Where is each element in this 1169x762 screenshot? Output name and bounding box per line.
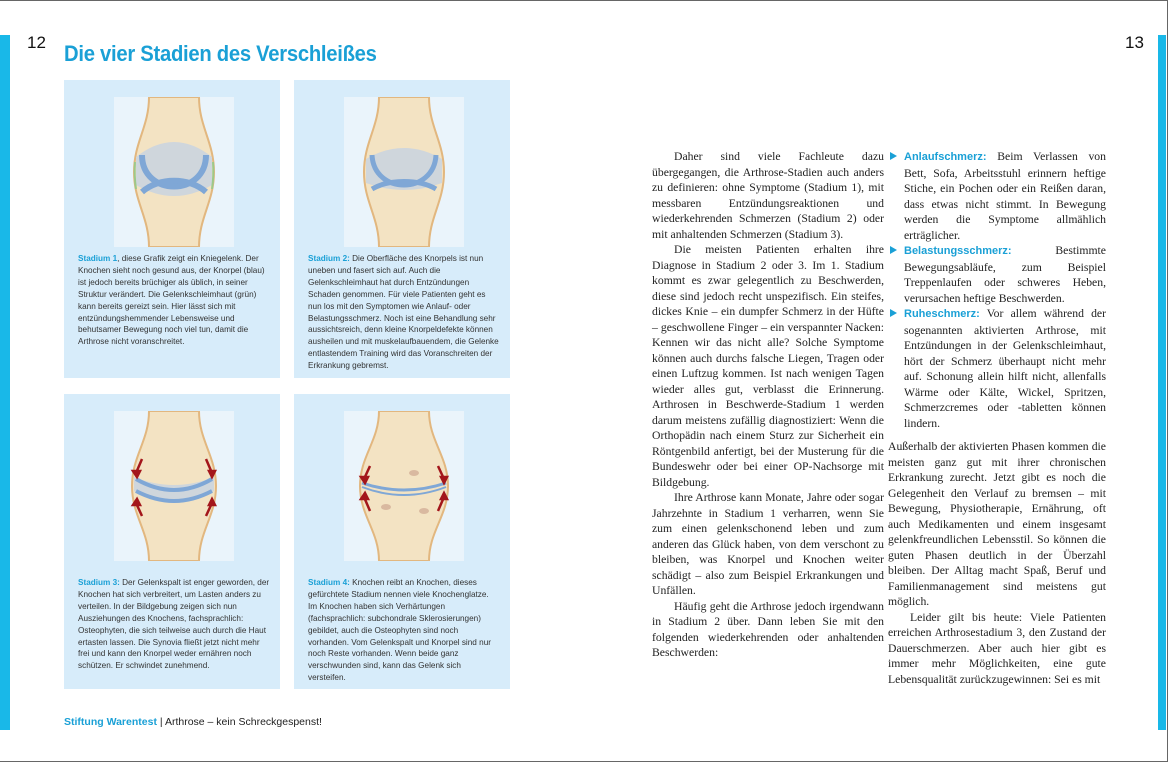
triangle-bullet-icon	[890, 246, 897, 254]
stage-sep: ,	[117, 254, 122, 263]
stage-text: Knochen reibt an Knochen, dieses gefürchtete Stadium nennen viele Knochenglatze. Im Knochen haben sich Verhärtungen (fachsprachlich: subchondrale Sklerosierungen) gebildet, auch die Osteophyten sind noch vorhanden. Vom Gelenkspalt und Knorpel sind nur noch Reste vorhanden. Wenn beide ganz verschwunden sind, kann das Gelenk sich versteifen.	[308, 578, 491, 683]
knee-joint-illustration-stage-1	[114, 97, 234, 247]
stage-label: Stadium 4:	[308, 578, 350, 587]
stage-box-1	[64, 80, 280, 378]
stage-box-4	[294, 394, 510, 689]
joint-graphic	[344, 411, 464, 561]
bullet-text: Bestimmte Bewegungsabläufe, zum Beispiel Treppenlaufen oder schweres Heben, verursachen heftige Beschwerden.	[904, 244, 1106, 305]
bullet-term: Ruheschmerz:	[904, 308, 980, 320]
page-number-left: 12	[27, 33, 46, 52]
page-number-right: 13	[1125, 33, 1144, 52]
stage-text: Der Gelenkspalt ist enger geworden, der Knochen hat sich verbreitert, um Lasten anders zu verteilen. In der Bildgebung zeigen sich nun Ausziehungen des Knochens, fachsprachlich: Osteophyten, die sich teilweise auch durch die Haut ertasten lassen. Die Synovia fließt jetzt nicht mehr frei und kann den Knorpel weder ernähren noch schützen. Er schwindet zunehmend.	[78, 578, 270, 671]
stage-caption-2	[308, 253, 500, 372]
bullet-term: Anlaufschmerz:	[904, 151, 987, 163]
stage-caption-3	[78, 577, 270, 672]
stage-label: Stadium 2:	[308, 254, 350, 263]
triangle-bullet-icon	[890, 309, 897, 317]
stage-label: Stadium 1	[78, 254, 118, 263]
spacer	[888, 431, 1106, 439]
stage-text: Die Oberfläche des Knorpels ist nun uneben und fasert sich auf. Auch die Gelenkschleimhaut hat durch Entzündungen Schaden genommen. Für viele Patienten geht es nun los mit den Symptomen wie Anlauf- oder Belastungsschmerz. Noch ist eine Behandlung sehr aussichtsreich, denn kleine Knorpeldefekte können ausheilen und mit muskelaufbauendem, die Gelenke entlastendem Training wird das Voranschreiten der Erkrankung gebremst.	[308, 254, 499, 371]
bullet-term: Belastungsschmerz:	[904, 245, 1012, 257]
bullet-text: Vor allem während der sogenannten aktivierten Arthrose, mit Entzündungen in der Gelenkschleimhaut, hört der Schmerz überhaupt nicht mehr auf. Schonung allein hilft nicht, allenfalls Wärme oder Kälte, Wickel, Spritzen, Schmerzcremes oder -tabletten können lindern.	[904, 307, 1106, 430]
joint-graphic	[114, 411, 234, 561]
stage-label: Stadium 3:	[78, 578, 120, 587]
joint-graphic	[114, 97, 234, 247]
footer-brand: Stiftung Warentest	[64, 716, 157, 728]
text-column-1	[652, 149, 884, 661]
bullet-item	[888, 306, 1106, 431]
bullet-item	[888, 149, 1106, 243]
paragraph: Daher sind viele Fachleute dazu übergegangen, die Arthrose-Stadien auch anders zu definieren: ohne Symptome (Stadium 1), mit messbaren Entzündungsreaktionen und wiederkehrenden Schmerzen (Stadium 2) oder mit anhaltenden Schmerzen (Stadium 3).	[652, 150, 884, 241]
stage-box-3	[64, 394, 280, 689]
knee-joint-illustration-stage-3	[114, 411, 234, 561]
paragraph: Die meisten Patienten erhalten ihre Diagnose in Stadium 2 oder 3. Im 1. Stadium kommt es zwar gelegentlich zu Beschwerden, diese sind jedoch recht unspezifisch. Ein steifes, dickes Knie – ein dumpfer Schmerz in der Hüfte – geschwollene Finger – ein verspannter Nacken: Kennen wir das nicht alle? Solche Symptome können auch durchs falsche Liegen, Tragen oder einen Luftzug kommen. Ist nach wenigen Tagen wieder alles gut, verblasst die Erinnerung. Arthrosen in Beschwerde-Stadium 1 werden darum meistens zufällig diagnostiziert: Wenn die Orthopädin nach einem Sturz zur Sicherheit ein Röntgenbild anfertigt, bei der Musterung für die Bundeswehr oder bei einer OP-Nachsorge mit Bildgebung.	[652, 243, 884, 489]
stage-box-2	[294, 80, 510, 378]
footer-separator: |	[156, 716, 165, 728]
right-edge-bar	[1158, 35, 1166, 730]
stage-text: diese Grafik zeigt ein Kniegelenk. Der Knochen sieht noch gesund aus, der Knorpel (blau) ist jedoch bereits brüchiger als üblich, in seiner Struktur verändert. Die Gelenkschleimhaut (grün) kann bereits gereizt sein. Hier lässt sich mit entzündungshemmender Lebensweise und behutsamer Bewegung noch viel tun, damit die Arthrose nicht voranschreitet.	[78, 254, 265, 347]
stage-caption-1	[78, 253, 270, 348]
stage-caption-4	[308, 577, 500, 684]
left-edge-bar	[0, 35, 10, 730]
bullet-text: Beim Verlassen von Bett, Sofa, Arbeitsstuhl erinnern heftige Stiche, ein Pochen oder ein Reißen daran, dass etwas nicht stimmt. In Bewegung werden die Symptome allmählich erträglicher.	[904, 150, 1106, 242]
paragraph: Außerhalb der aktivierten Phasen kommen die meisten ganz gut mit ihrer chronischen Erkrankung zurecht. Jetzt gibt es noch die Gelegenheit den Verlauf zu bremsen – mit Bewegung, Physiotherapie, Ernährung, oft auch Medikamenten und einem insgesamt gelenkfreundlichen Lebensstil. So können die guten Phasen deutlich in der Überzahl bleiben. Der Alltag macht Spaß, Beruf und Familienmanagement sind meistens gut möglich.	[888, 440, 1106, 608]
triangle-bullet-icon	[890, 152, 897, 160]
paragraph: Häufig geht die Arthrose jedoch irgendwann in Stadium 2 über. Dann leben Sie mit den folgenden wiederkehrenden oder anhaltenden Beschwerden:	[652, 599, 884, 659]
paragraph: Leider gilt bis heute: Viele Patienten erreichen Arthrosestadium 3, den Zustand der Dauerschmerzen. Aber auch hier gibt es immer mehr Möglichkeiten, eine gute Lebensqualität zurückzugewinnen: Sei es mit	[888, 610, 1106, 686]
bullet-item	[888, 243, 1106, 306]
knee-joint-illustration-stage-4	[344, 411, 464, 561]
joint-graphic	[344, 97, 464, 247]
page-title: Die vier Stadien des Verschleißes	[64, 41, 377, 66]
paragraph: Ihre Arthrose kann Monate, Jahre oder sogar Jahrzehnte in Stadium 1 verharren, wenn Sie zum einen gelenkschonend leben und zum anderen das Glück haben, von dem verschont zu bleiben, was Knorpel und Knochen weiter schädigt – also zum Beispiel Erkrankungen und Unfällen.	[652, 491, 884, 597]
footer-book-title: Arthrose – kein Schreckgespenst!	[164, 716, 322, 728]
page-footer	[64, 716, 322, 728]
text-column-2	[888, 149, 1106, 687]
knee-joint-illustration-stage-2	[344, 97, 464, 247]
